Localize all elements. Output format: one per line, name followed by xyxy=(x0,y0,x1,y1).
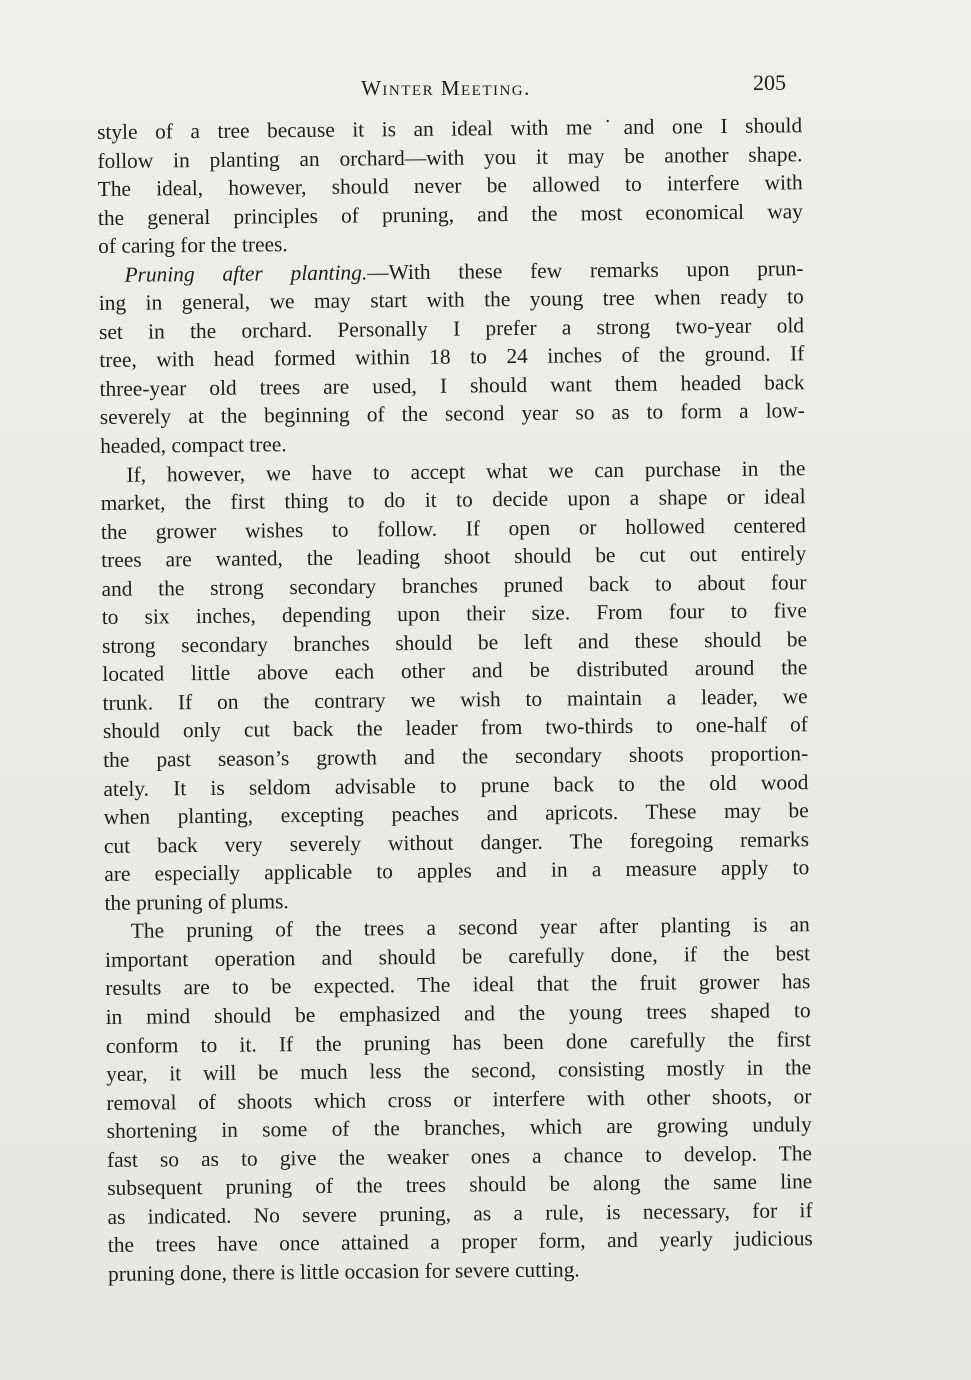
running-head xyxy=(96,70,796,104)
text-line: the general principles of pruning, and the most economical way xyxy=(97,198,804,230)
running-title: Winter Meeting. xyxy=(361,76,531,100)
text-line: as indicated. No severe pruning, as a rule, is necessary, for if xyxy=(107,1197,813,1229)
text-run: —With these few remarks upon prun- xyxy=(367,255,804,285)
text-line: three-year old trees are used, I should want them headed back xyxy=(99,370,805,401)
text-line: should only cut back the leader from two-thirds to one-half of xyxy=(102,712,808,744)
text-line: ing in general, we may start with the young tree when ready to xyxy=(98,284,804,316)
text-line: fast so as to give the weaker ones a chance to develop. The xyxy=(106,1140,813,1172)
text-line: and the strong secondary branches pruned back to about four xyxy=(101,569,807,601)
text-line: pruning done, there is little occasion for severe cutting. xyxy=(107,1257,580,1286)
text-line: strong secondary branches should be left and these should be xyxy=(101,627,808,658)
paragraph-4 xyxy=(105,911,814,1289)
text-line: headed, compact tree. xyxy=(100,432,287,458)
text-line: year, it will be much less the second, consisting mostly in the xyxy=(106,1055,812,1087)
text-line: removal of shoots which cross or interfere with other shoots, or xyxy=(106,1083,812,1115)
text-line: set in the orchard. Personally I prefer a strong two-year old xyxy=(98,313,805,344)
text-line: results are to be expected. The ideal that the fruit grower has xyxy=(105,969,811,1001)
paragraph-2 xyxy=(98,254,805,461)
text-line: If, however, we have to accept what we can purchase in the xyxy=(126,455,806,487)
text-line: shortening in some of the branches, which are growing unduly xyxy=(106,1112,812,1144)
text-line: are especially applicable to apples and in a measure apply to xyxy=(104,855,810,887)
text-line: market, the first thing to do it to decide upon a shape or ideal xyxy=(100,484,806,516)
text-line: in mind should be emphasized and the young trees shaped to xyxy=(105,998,811,1029)
text-line: the past season’s growth and the secondary shoots proportion- xyxy=(103,741,809,773)
page-number: 205 xyxy=(753,70,786,95)
section-heading: Pruning after planting. xyxy=(124,260,368,287)
text-line: subsequent pruning of the trees should be along the same line xyxy=(107,1169,813,1201)
text-line: cut back very severely without danger. The foregoing remarks xyxy=(103,826,810,858)
text-line: trunk. If on the contrary we wish to maintain a leader, we xyxy=(102,684,808,715)
text-line: severely at the beginning of the second year so as to form a low- xyxy=(99,398,805,430)
text-line: ately. It is seldom advisable to prune back to the old wood xyxy=(103,769,809,801)
text-line: style of a tree because it is an ideal with me˙and one I should xyxy=(97,113,803,144)
text-line: trees are wanted, the leading shoot should be cut out entirely xyxy=(101,541,807,573)
text-line: conform to it. If the pruning has been done carefully the first xyxy=(105,1026,811,1058)
text-line: follow in planting an orchard—with you it may be another shape. xyxy=(97,141,803,173)
text-line: to six inches, depending upon their size. From four to five xyxy=(101,598,807,630)
text-line: the grower wishes to follow. If open or hollowed centered xyxy=(100,512,807,544)
text-line: important operation and should be carefully done, if the best xyxy=(104,941,811,972)
text-line: the trees have once attained a proper form, and yearly judicious xyxy=(107,1226,813,1258)
paragraph-1 xyxy=(97,111,803,260)
text-line: when planting, excepting peaches and apricots. These may be xyxy=(103,798,809,830)
text-line: of caring for the trees. xyxy=(98,232,288,259)
text-line: located little above each other and be distributed around the xyxy=(102,655,808,687)
text-line: The ideal, however, should never be allowed to interfere with xyxy=(97,170,803,202)
paragraph-3 xyxy=(100,454,809,917)
text-line: the pruning of plums. xyxy=(104,888,289,915)
text-line: The pruning of the trees a second year after planting is an xyxy=(130,912,810,944)
body-text xyxy=(97,111,813,1288)
text-line: tree, with head formed within 18 to 24 inches of the ground. If xyxy=(99,341,805,373)
